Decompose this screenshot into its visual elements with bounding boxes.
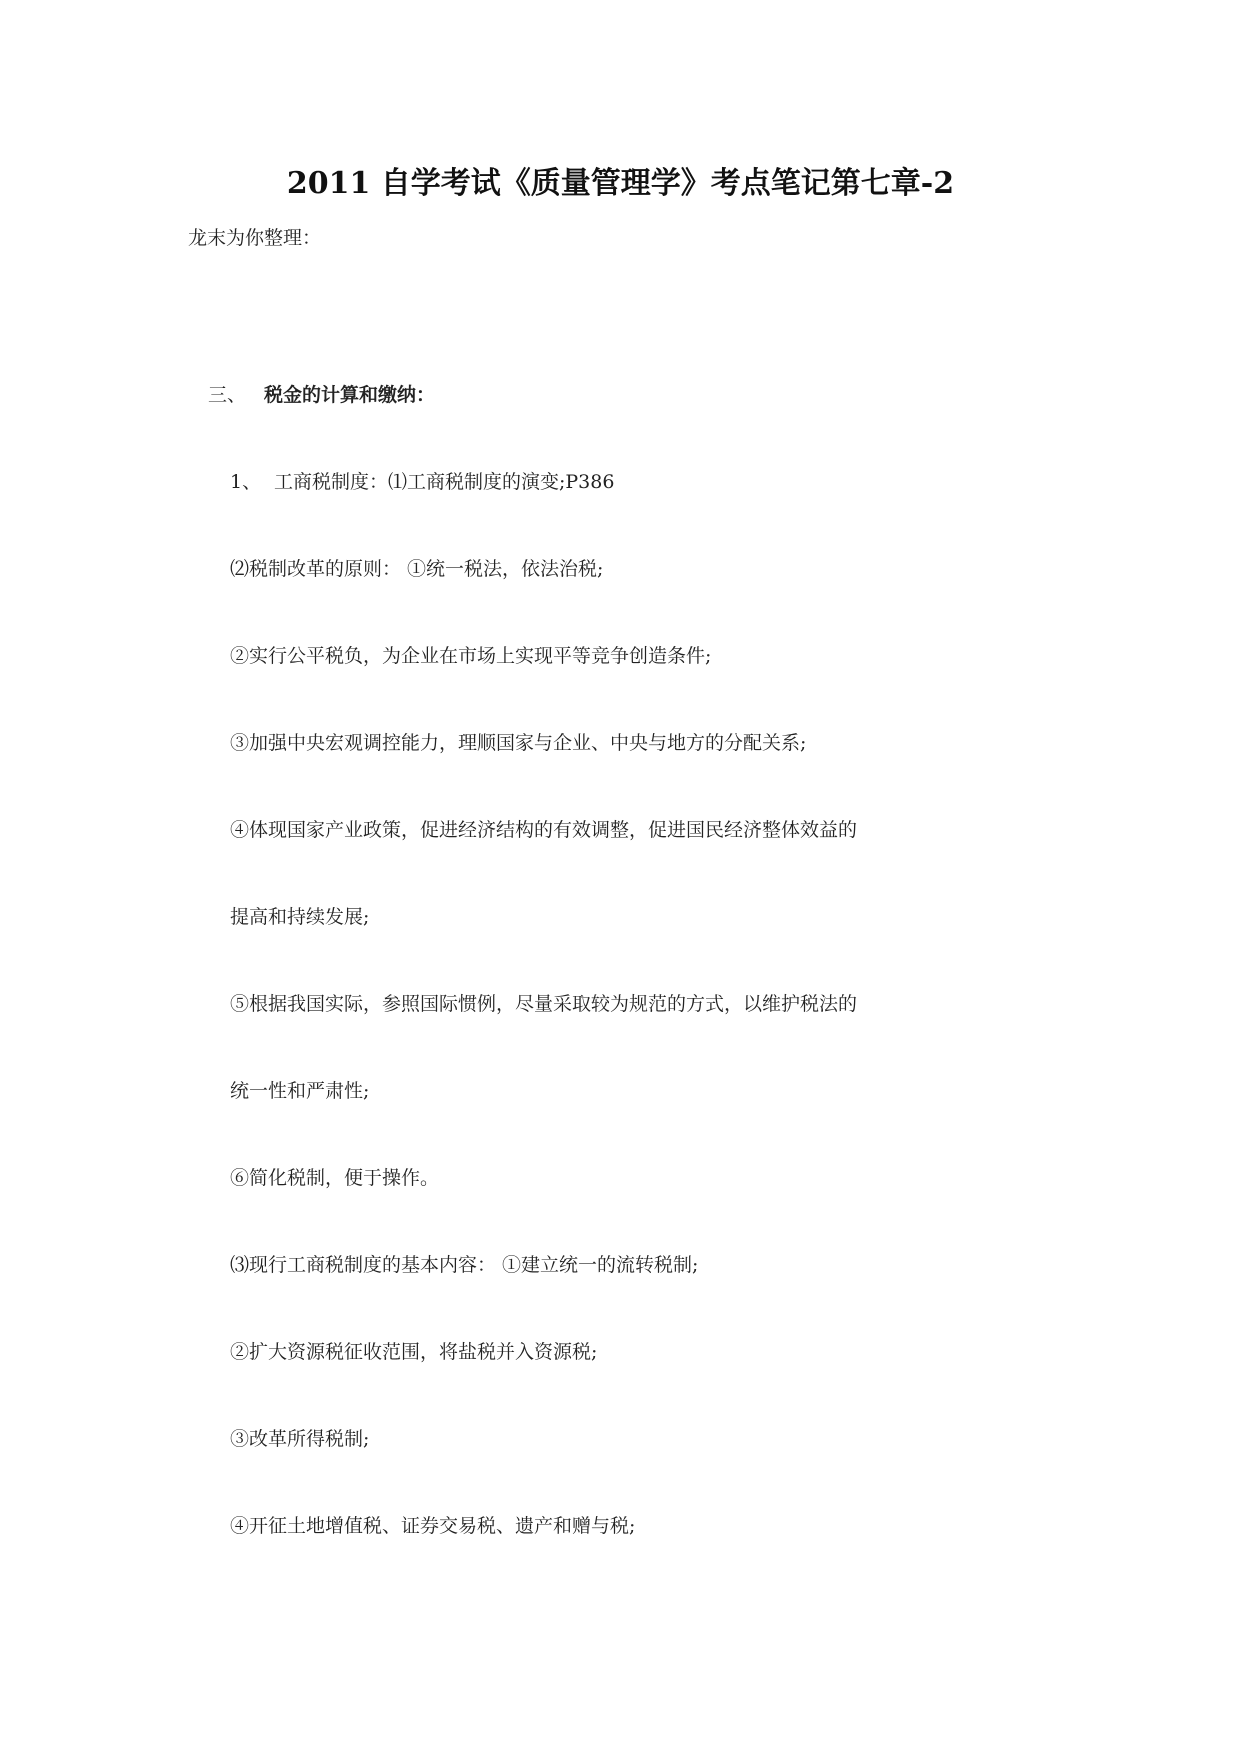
body-line-3: ③加强中央宏观调控能力，理顺国家与企业、中央与地方的分配关系; [230,732,807,754]
item-number: 1、 [230,471,262,493]
body-line-7: 统一性和严肃性; [230,1080,370,1102]
document-title: 2011 自学考试《质量管理学》考点笔记第七章-2 [286,166,955,201]
list-item-1 [230,467,614,497]
body-line-8: ⑥简化税制，便于操作。 [230,1167,440,1189]
byline: 龙末为你整理： [188,227,322,249]
body-line-4: ④体现国家产业政策，促进经济结构的有效调整，促进国民经济整体效益的 [230,819,858,841]
body-line-9: ⑶现行工商税制度的基本内容： ①建立统一的流转税制; [230,1254,699,1276]
body-line-5: 提高和持续发展; [230,906,370,928]
section-number: 三、 [208,384,247,406]
body-line-10: ②扩大资源税征收范围，将盐税并入资源税; [230,1341,598,1363]
body-line-1: ⑵税制改革的原则： ①统一税法，依法治税; [230,558,604,580]
body-line-11: ③改革所得税制; [230,1428,370,1450]
body-line-2: ②实行公平税负，为企业在市场上实现平等竞争创造条件; [230,645,712,667]
item-text: 工商税制度：⑴工商税制度的演变;P386 [274,471,615,493]
section-heading [208,380,435,410]
body-line-12: ④开征土地增值税、证券交易税、遗产和赠与税; [230,1515,636,1537]
body-line-6: ⑤根据我国实际，参照国际惯例，尽量采取较为规范的方式，以维护税法的 [230,993,858,1015]
section-heading-text: 税金的计算和缴纳： [264,384,436,406]
